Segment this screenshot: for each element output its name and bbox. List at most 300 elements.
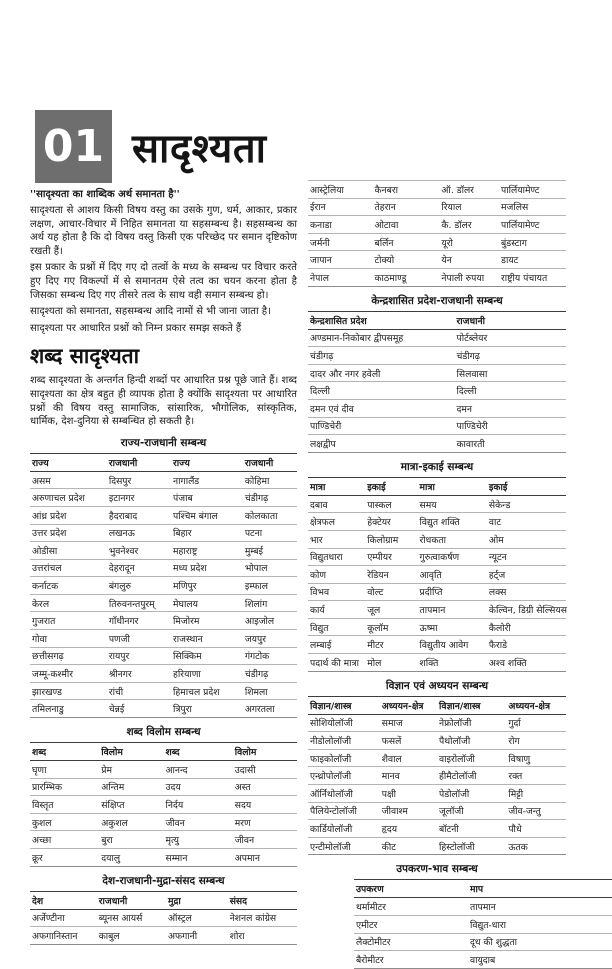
table-cell: वोल्ट: [365, 583, 417, 601]
table-cell: जीवन: [163, 813, 232, 831]
table-row: [308, 382, 566, 400]
table-cell: उदासी: [233, 761, 297, 779]
table-cell: पश्चिम बंगाल: [171, 506, 243, 524]
column-header: राजधानी: [243, 453, 297, 471]
table-cell: हरियाणा: [171, 665, 243, 683]
table-cell: हेक्टेयर: [365, 513, 417, 531]
table-cell: विद्युत-धारा: [468, 916, 612, 934]
table-cell: नीडोलोलॉजी: [308, 732, 380, 750]
table-cell: तापमान: [468, 898, 612, 916]
table-row: [30, 700, 297, 718]
table-cell: कार्डियोलॉजी: [308, 820, 380, 838]
table-row: [308, 837, 566, 855]
table-cell: अफगानिस्तान: [30, 927, 97, 945]
table-row: [308, 636, 566, 654]
table-cell: फैराडे: [487, 636, 566, 654]
table-cell: विद्युत शक्ति: [418, 513, 487, 531]
table-cell: वाट: [487, 513, 566, 531]
table-cell: ऑस्ट्रल: [166, 909, 228, 927]
column-header: देश: [30, 891, 97, 909]
table-cell: शिमला: [243, 682, 297, 700]
table-row: [308, 251, 566, 269]
table-cell: इम्फाल: [243, 577, 297, 595]
table-cell: हिमाचल प्रदेश: [171, 682, 243, 700]
table-cell: जूलॉजी: [437, 802, 506, 820]
table-cell: ऊतक: [506, 837, 566, 855]
table-cell: कैनबरा: [373, 181, 440, 199]
table-row: [30, 577, 297, 595]
column-header: मुद्रा: [166, 891, 228, 909]
table-cell: रोग: [506, 732, 566, 750]
table-cell: यूरो: [439, 233, 499, 251]
table-cell: ऑर्निथोलॉजी: [308, 785, 380, 803]
table-cell: कुशल: [30, 813, 99, 831]
column-header: शब्द: [163, 743, 232, 761]
table-cell: सोशियोलॉजी: [308, 714, 380, 732]
column-header: राजधानी: [97, 891, 166, 909]
table-row: [308, 618, 566, 636]
table-row: [308, 417, 566, 435]
instrument-table-title: उपकरण-भाव सम्बन्ध: [396, 863, 478, 876]
table-cell: जीवाश्म: [380, 802, 437, 820]
table-cell: गाँधीनगर: [107, 612, 171, 630]
table-row: [308, 732, 566, 750]
table-cell: विद्युतीय आवेग: [418, 636, 487, 654]
table-cell: प्रारम्भिक: [30, 778, 99, 796]
table-row: [308, 347, 566, 365]
table-cell: प्रेम: [99, 761, 163, 779]
table-cell: कैलोरी: [487, 618, 566, 636]
table-cell: मुम्बई: [243, 542, 297, 560]
table-row: [308, 435, 566, 453]
table-cell: पटना: [243, 524, 297, 542]
table-cell: जीवन: [233, 831, 297, 849]
table-cell: चंडीगढ़: [243, 665, 297, 683]
table-cell: भार: [308, 530, 365, 548]
table-row: [308, 601, 566, 619]
table-row: [308, 767, 566, 785]
column-header: उपकरण: [354, 880, 468, 898]
intro-paragraph-1: सादृश्यता से आशय किसी विषय वस्तु का उसके गुण, धर्म, आकार, प्रकार लक्षण, आचार-विचार में निहित समानता या सहसम्बन्ध है। सहसम्बन्ध का अर्थ यह होता है कि दो विषय वस्तु किसी एक परिच्छेद पर समान दृष्टिकोण रखती हैं।: [30, 205, 297, 257]
table-row: [308, 364, 566, 382]
table-cell: लखनऊ: [107, 524, 171, 542]
table-cell: पणजी: [107, 630, 171, 648]
table-cell: वाइरोलॉजी: [437, 749, 506, 767]
table-cell: उत्तर प्रदेश: [30, 524, 107, 542]
table-cell: दबाव: [308, 495, 365, 513]
chapter-number-badge: 01: [35, 110, 112, 183]
table-cell: पाण्डिचेरी: [308, 417, 455, 435]
table-cell: गोवा: [30, 630, 107, 648]
table-cell: मिट्टी: [506, 785, 566, 803]
table-row: [354, 916, 612, 934]
table-cell: अस्त: [233, 778, 297, 796]
table-cell: शोरा: [228, 927, 297, 945]
country-table-title: देश-राजधानी-मुद्रा-संसद सम्बन्ध: [102, 874, 225, 887]
antonym-table-title: शब्द विलोम सम्बन्ध: [126, 726, 201, 739]
table-cell: जापान: [308, 251, 373, 269]
table-cell: निर्दय: [163, 796, 232, 814]
table-cell: कार्य: [308, 601, 365, 619]
table-cell: कोहिमा: [243, 471, 297, 489]
table-cell: रोधकता: [418, 530, 487, 548]
table-cell: नेपाल: [308, 268, 373, 286]
table-cell: जर्मनी: [308, 233, 373, 251]
intro-paragraph-4: सादृश्यता पर आधारित प्रश्नों को निम्न प्रकार समझ सकते हैं: [30, 322, 242, 334]
table-cell: सिलवासा: [455, 364, 567, 382]
table-cell: विद्युतधारा: [308, 548, 365, 566]
table-row: [308, 548, 566, 566]
table-cell: दयालु: [99, 849, 163, 867]
table-cell: आइजोल: [243, 612, 297, 630]
table-cell: बैरोमीटर: [354, 951, 468, 969]
table-row: [30, 778, 297, 796]
table-cell: क्रूर: [30, 849, 99, 867]
table-cell: जयपुर: [243, 630, 297, 648]
column-header: मात्रा: [418, 477, 487, 495]
table-cell: गुजरात: [30, 612, 107, 630]
table-cell: जम्मू-कश्मीर: [30, 665, 107, 683]
table-row: [30, 524, 297, 542]
quantity-unit-table: [308, 477, 566, 672]
table-row: [308, 820, 566, 838]
table-row: [30, 506, 297, 524]
table-cell: नेफ्रोलॉजी: [437, 714, 506, 732]
antonym-table: [30, 742, 297, 867]
table-cell: आस्ट्रेलिया: [308, 181, 373, 199]
table-cell: लक्स: [487, 583, 566, 601]
table-cell: नेशनल कांग्रेस: [228, 909, 297, 927]
table-row: [30, 682, 297, 700]
intro-quote: ''सादृश्यता का शाब्दिक अर्थ समानता है'': [30, 189, 180, 200]
table-row: [30, 796, 297, 814]
table-cell: पाण्डिचेरी: [455, 417, 567, 435]
table-row: [308, 216, 566, 234]
table-cell: शिलांग: [243, 594, 297, 612]
table-cell: रांची: [107, 682, 171, 700]
table-row: [308, 181, 566, 199]
table-cell: तापमान: [418, 601, 487, 619]
table-cell: रियाल: [439, 198, 499, 216]
table-cell: हीमैटोलॉजी: [437, 767, 506, 785]
table-cell: दिल्ली: [455, 382, 567, 400]
table-cell: काबुल: [97, 927, 166, 945]
table-cell: बंगलुरु: [107, 577, 171, 595]
table-row: [354, 933, 612, 951]
table-cell: चंडीगढ़: [243, 489, 297, 507]
table-cell: त्रिपुरा: [171, 700, 243, 718]
table-cell: कोलकाता: [243, 506, 297, 524]
table-cell: ब्यूनस आयर्स: [97, 909, 166, 927]
table-row: [308, 714, 566, 732]
table-cell: राष्ट्रीय पंचायत: [499, 268, 566, 286]
table-cell: मृत्यु: [163, 831, 232, 849]
table-cell: हृदय: [380, 820, 437, 838]
table-row: [30, 594, 297, 612]
country-capital-currency-table: [30, 891, 297, 945]
column-header: अध्ययन-क्षेत्र: [380, 696, 437, 714]
column-header: राजधानी: [107, 453, 171, 471]
intro-paragraph-2: इस प्रकार के प्रश्नों में दिए गए दो तत्वों के मध्य के सम्बन्ध पर विचार करते हुए दिए गए विकल्पों में से समानतम ऐसे तत्व का चयन करना होता है जिसका सम्बन्ध दिए गए तीसरे तत्व के साथ वही समान सम्बन्ध हो।: [30, 262, 297, 301]
table-cell: पास्कल: [365, 495, 417, 513]
table-cell: आंध्र प्रदेश: [30, 506, 107, 524]
table-row: [308, 268, 566, 286]
table-cell: बर्लिन: [373, 233, 440, 251]
left-column: [30, 186, 297, 945]
table-cell: राजस्थान: [171, 630, 243, 648]
chapter-header: [35, 110, 267, 183]
table-cell: केल्विन, डिग्री सेल्सियस: [487, 601, 566, 619]
column-header: अध्ययन-क्षेत्र: [506, 696, 566, 714]
table-cell: दादर और नगर हवेली: [308, 364, 455, 382]
table-cell: दूध की शुद्धता: [468, 933, 612, 951]
table-cell: थर्मामीटर: [354, 898, 468, 916]
table-cell: एन्टीमोलॉजी: [308, 837, 380, 855]
table-cell: मोल: [365, 654, 417, 672]
table-cell: कनाडा: [308, 216, 373, 234]
table-cell: गंगटोक: [243, 647, 297, 665]
table-cell: पैथोलॉजी: [437, 732, 506, 750]
table-cell: मेघालय: [171, 594, 243, 612]
table-cell: कर्नाटक: [30, 577, 107, 595]
column-header: विज्ञान/शास्त्र: [308, 696, 380, 714]
table-row: [30, 849, 297, 867]
table-cell: फसलें: [380, 732, 437, 750]
union-territory-table-title: केन्द्रशासित प्रदेश-राजधानी सम्बन्ध: [371, 294, 503, 307]
table-cell: अश्व शक्ति: [487, 654, 566, 672]
table-cell: कावारती: [455, 435, 567, 453]
table-cell: अफगानी: [166, 927, 228, 945]
table-cell: सम्मान: [163, 849, 232, 867]
table-cell: प्रदीप्ति: [418, 583, 487, 601]
table-cell: पेडोलॉजी: [437, 785, 506, 803]
table-cell: नागालैंड: [171, 471, 243, 489]
table-cell: कीट: [380, 837, 437, 855]
table-row: [30, 761, 297, 779]
table-cell: देहरादून: [107, 559, 171, 577]
table-cell: समाज: [380, 714, 437, 732]
table-cell: सेकेन्ड: [487, 495, 566, 513]
column-header: शब्द: [30, 743, 99, 761]
table-cell: इटानगर: [107, 489, 171, 507]
table-cell: ऊष्मा: [418, 618, 487, 636]
table-cell: सदय: [233, 796, 297, 814]
table-cell: कोण: [308, 566, 365, 584]
column-header: संसद: [228, 891, 297, 909]
table-cell: पौधे: [506, 820, 566, 838]
table-row: [30, 647, 297, 665]
table-cell: फाइकोलॉजी: [308, 749, 380, 767]
table-cell: नेपाली रुपया: [439, 268, 499, 286]
right-column: [308, 180, 566, 969]
table-cell: अरुणाचल प्रदेश: [30, 489, 107, 507]
table-cell: ओटावा: [373, 216, 440, 234]
table-cell: पार्लियामेण्ट: [499, 216, 566, 234]
table-cell: जीव-जन्तु: [506, 802, 566, 820]
table-cell: तमिलनाडु: [30, 700, 107, 718]
table-row: [308, 495, 566, 513]
table-row: [30, 831, 297, 849]
table-cell: अर्जेण्टीना: [30, 909, 97, 927]
table-row: [308, 802, 566, 820]
table-cell: पंजाब: [171, 489, 243, 507]
table-cell: मरण: [233, 813, 297, 831]
table-cell: पदार्थ की मात्रा: [308, 654, 365, 672]
table-cell: हैदराबाद: [107, 506, 171, 524]
table-cell: मीटर: [365, 636, 417, 654]
table-cell: डायट: [499, 251, 566, 269]
country-capital-currency-table-continued: [308, 180, 566, 287]
table-cell: लक्षद्वीप: [308, 435, 455, 453]
table-cell: मध्य प्रदेश: [171, 559, 243, 577]
table-cell: हिस्टोलॉजी: [437, 837, 506, 855]
table-cell: दमन: [455, 399, 567, 417]
table-cell: एमीटर: [354, 916, 468, 934]
table-row: [308, 785, 566, 803]
table-cell: तेहरान: [373, 198, 440, 216]
table-cell: केरल: [30, 594, 107, 612]
table-cell: सिक्किम: [171, 647, 243, 665]
table-cell: मजलिस: [499, 198, 566, 216]
table-row: [308, 399, 566, 417]
table-cell: भोपाल: [243, 559, 297, 577]
table-cell: अगरतला: [243, 700, 297, 718]
science-study-table: [308, 696, 566, 856]
table-cell: उदय: [163, 778, 232, 796]
table-cell: टोक्यो: [373, 251, 440, 269]
table-row: [30, 813, 297, 831]
table-cell: अपमान: [233, 849, 297, 867]
table-cell: चेन्नई: [107, 700, 171, 718]
table-row: [308, 530, 566, 548]
table-cell: चंडीगढ़: [455, 347, 567, 365]
table-cell: अण्डमान-निकोबार द्वीपसमूह: [308, 329, 455, 347]
science-table-title: विज्ञान एवं अध्ययन सम्बन्ध: [385, 679, 489, 692]
table-cell: आनन्द: [163, 761, 232, 779]
table-cell: विस्तृत: [30, 796, 99, 814]
table-cell: ऑ. डॉलर: [439, 181, 499, 199]
table-row: [30, 559, 297, 577]
table-cell: विभव: [308, 583, 365, 601]
table-cell: अच्छा: [30, 831, 99, 849]
table-cell: समय: [418, 495, 487, 513]
table-cell: रायपुर: [107, 647, 171, 665]
table-cell: छत्तीसगढ़: [30, 647, 107, 665]
table-cell: पार्लियामेण्ट: [499, 181, 566, 199]
table-row: [354, 898, 612, 916]
table-cell: अकुशल: [99, 813, 163, 831]
table-cell: वायुदाब: [468, 951, 612, 969]
table-cell: कूलॉम: [365, 618, 417, 636]
table-cell: बुंडस्टाग: [499, 233, 566, 251]
column-header: विलोम: [233, 743, 297, 761]
column-header: विलोम: [99, 743, 163, 761]
table-cell: भुवनेश्वर: [107, 542, 171, 560]
state-capital-table: [30, 453, 297, 718]
table-cell: कै. डॉलर: [439, 216, 499, 234]
table-row: [30, 927, 297, 945]
table-cell: बिहार: [171, 524, 243, 542]
table-cell: असम: [30, 471, 107, 489]
table-row: [308, 233, 566, 251]
table-row: [30, 471, 297, 489]
column-header: केन्द्रशासित प्रदेश: [308, 311, 455, 329]
section-heading-word-analogy: शब्द सादृश्यता: [30, 344, 140, 369]
table-cell: दिल्ली: [308, 382, 455, 400]
unit-table-title: मात्रा-इकाई सम्बन्ध: [400, 460, 474, 473]
table-row: [308, 198, 566, 216]
table-row: [308, 566, 566, 584]
table-cell: एम्पीयर: [365, 548, 417, 566]
column-header: राज्य: [30, 453, 107, 471]
table-cell: क्षेत्रफल: [308, 513, 365, 531]
table-cell: गुर्दा: [506, 714, 566, 732]
table-row: [30, 612, 297, 630]
table-row: [308, 513, 566, 531]
table-cell: ईरान: [308, 198, 373, 216]
column-header: राज्य: [171, 453, 243, 471]
table-cell: आवृति: [418, 566, 487, 584]
word-analogy-paragraph: शब्द सादृश्यता के अन्तर्गत हिन्दी शब्दों पर आधारित प्रश्न पूछे जाते हैं। शब्द सादृश्यता का क्षेत्र बहुत ही व्यापक होता है क्योंकि सादृश्यता पर आधारित प्रश्नों की विषय वस्तु सामाजिक, सांसारिक, भौगोलिक, सांस्कृतिक, धार्मिक, देश-दुनिया से सम्बन्धित हो सकती है।: [30, 375, 297, 428]
column-header: मात्रा: [308, 477, 365, 495]
table-cell: घृणा: [30, 761, 99, 779]
table-cell: रेडियन: [365, 566, 417, 584]
table-cell: झारखण्ड: [30, 682, 107, 700]
table-cell: न्यूटन: [487, 548, 566, 566]
table-cell: शैवाल: [380, 749, 437, 767]
table-row: [30, 909, 297, 927]
table-cell: पोर्टब्लेयर: [455, 329, 567, 347]
table-cell: काठमाण्डू: [373, 268, 440, 286]
table-cell: गुरुत्वाकर्षण: [418, 548, 487, 566]
table-cell: दमन एवं दीव: [308, 399, 455, 417]
column-header: माप: [468, 880, 612, 898]
union-territory-table: [308, 311, 566, 453]
table-cell: जूल: [365, 601, 417, 619]
table-cell: मिजोरम: [171, 612, 243, 630]
table-cell: उत्तरांचल: [30, 559, 107, 577]
chapter-title: सादृश्यता: [132, 126, 267, 172]
table-row: [308, 329, 566, 347]
table-cell: मानव: [380, 767, 437, 785]
table-row: [30, 542, 297, 560]
table-cell: लम्बाई: [308, 636, 365, 654]
table-cell: पैलियेन्टोलॉजी: [308, 802, 380, 820]
table-cell: हर्ट्ज: [487, 566, 566, 584]
column-header: इकाई: [487, 477, 566, 495]
column-header: इकाई: [365, 477, 417, 495]
table-cell: विद्युत: [308, 618, 365, 636]
table-cell: चंडीगढ़: [308, 347, 455, 365]
table-cell: महाराष्ट्र: [171, 542, 243, 560]
table-cell: ओम: [487, 530, 566, 548]
table-cell: बॉटनी: [437, 820, 506, 838]
table-row: [30, 665, 297, 683]
table-row: [354, 951, 612, 969]
table-row: [30, 630, 297, 648]
intro-paragraph-3: सादृश्यता को समानता, सहसम्बन्ध आदि नामों से भी जाना जाता है।: [30, 306, 271, 318]
table-cell: पक्षी: [380, 785, 437, 803]
state-capital-table-title: राज्य-राजधानी सम्बन्ध: [120, 436, 207, 449]
table-cell: मणिपुर: [171, 577, 243, 595]
table-cell: संक्षिप्त: [99, 796, 163, 814]
table-cell: शक्ति: [418, 654, 487, 672]
table-row: [308, 583, 566, 601]
table-cell: बुरा: [99, 831, 163, 849]
table-cell: विषाणु: [506, 749, 566, 767]
column-header: विज्ञान/शास्त्र: [437, 696, 506, 714]
table-cell: अन्तिम: [99, 778, 163, 796]
